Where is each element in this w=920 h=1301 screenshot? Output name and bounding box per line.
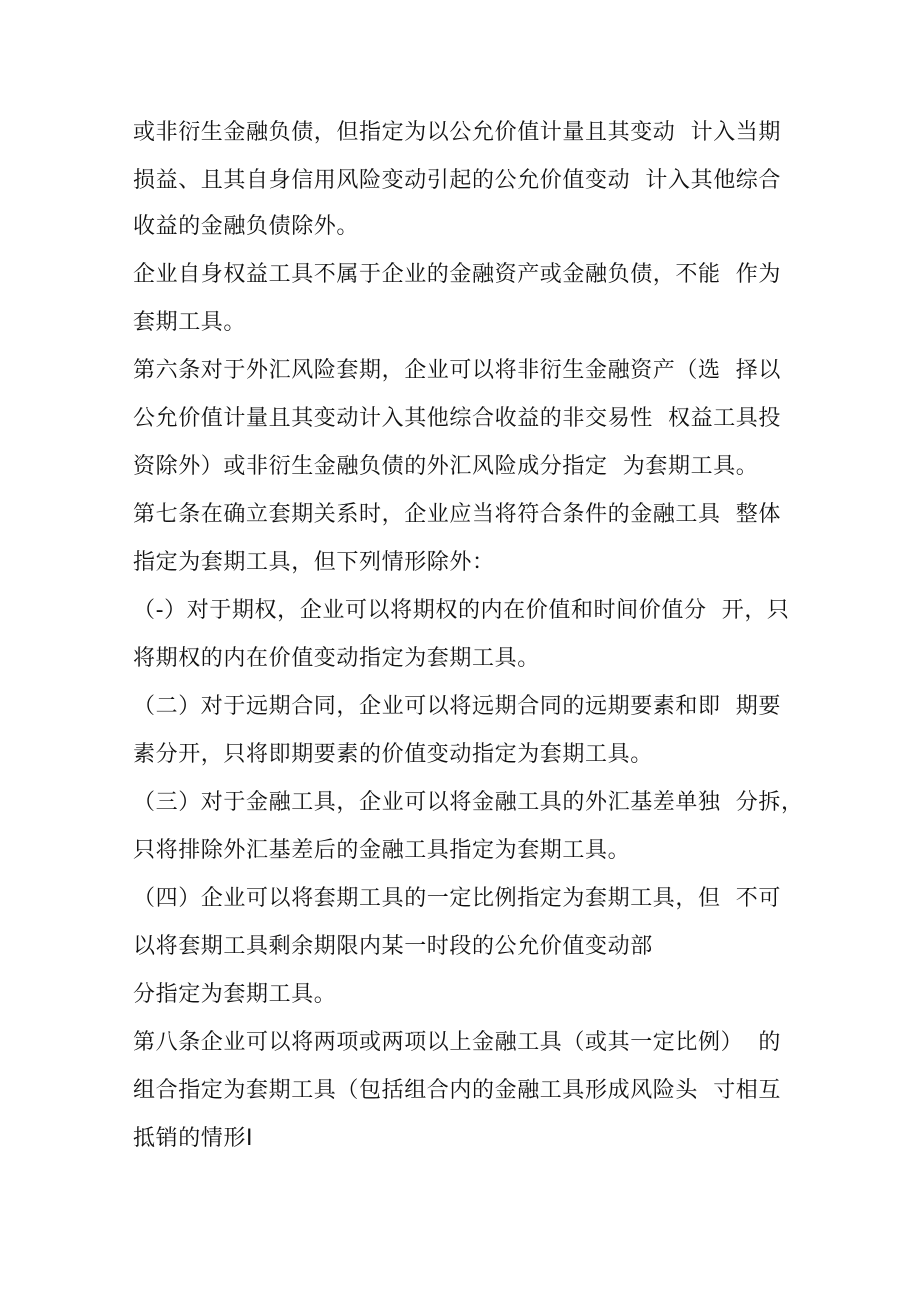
text-line-11: （-）对于期权，企业可以将期权的内在价值和时间价值分 开，只: [133, 598, 790, 623]
text-line-15: （三）对于金融工具，企业可以将金融工具的外汇基差单独 分拆，: [133, 790, 804, 815]
text-line-8: 资除外）或非衍生金融负债的外汇风险成分指定 为套期工具。: [133, 454, 759, 479]
text-line-21: 组合指定为套期工具（包括组合内的金融工具形成风险头 寸相互: [133, 1078, 781, 1103]
text-line-14: 素分开，只将即期要素的价值变动指定为套期工具。: [133, 742, 653, 767]
text-line-3: 收益的金融负债除外。: [133, 214, 360, 239]
text-line-13: （二）对于远期合同，企业可以将远期合同的远期要素和即 期要: [133, 694, 781, 719]
text-line-2: 损益、且其自身信用风险变动引起的公允价值变动 计入其他综合: [133, 168, 781, 193]
text-line-5: 套期工具。: [133, 310, 247, 335]
text-line-19: 分指定为套期工具。: [133, 982, 337, 1007]
text-line-7: 公允价值计量且其变动计入其他综合收益的非交易性 权益工具投: [133, 406, 781, 431]
text-line-4: 企业自身权益工具不属于企业的金融资产或金融负债，不能 作为: [133, 262, 781, 287]
text-line-20: 第八条企业可以将两项或两项以上金融工具（或其一定比例） 的: [133, 1030, 781, 1055]
text-line-9: 第七条在确立套期关系时，企业应当将符合条件的金融工具 整体: [133, 502, 781, 527]
text-line-16: 只将排除外汇基差后的金融工具指定为套期工具。: [133, 838, 631, 863]
text-line-12: 将期权的内在价值变动指定为套期工具。: [133, 646, 540, 671]
text-line-18: 以将套期工具剩余期限内某一时段的公允价值变动部: [133, 934, 653, 959]
text-line-10: 指定为套期工具，但下列情形除外：: [133, 550, 495, 575]
text-line-17: （四）企业可以将套期工具的一定比例指定为套期工具，但 不可: [133, 886, 781, 911]
text-line-22: 抵销的情形I: [133, 1126, 254, 1151]
text-line-6: 第六条对于外汇风险套期，企业可以将非衍生金融资产（选 择以: [133, 358, 781, 383]
text-line-1: 或非衍生金融负债，但指定为以公允价值计量且其变动 计入当期: [133, 120, 781, 145]
